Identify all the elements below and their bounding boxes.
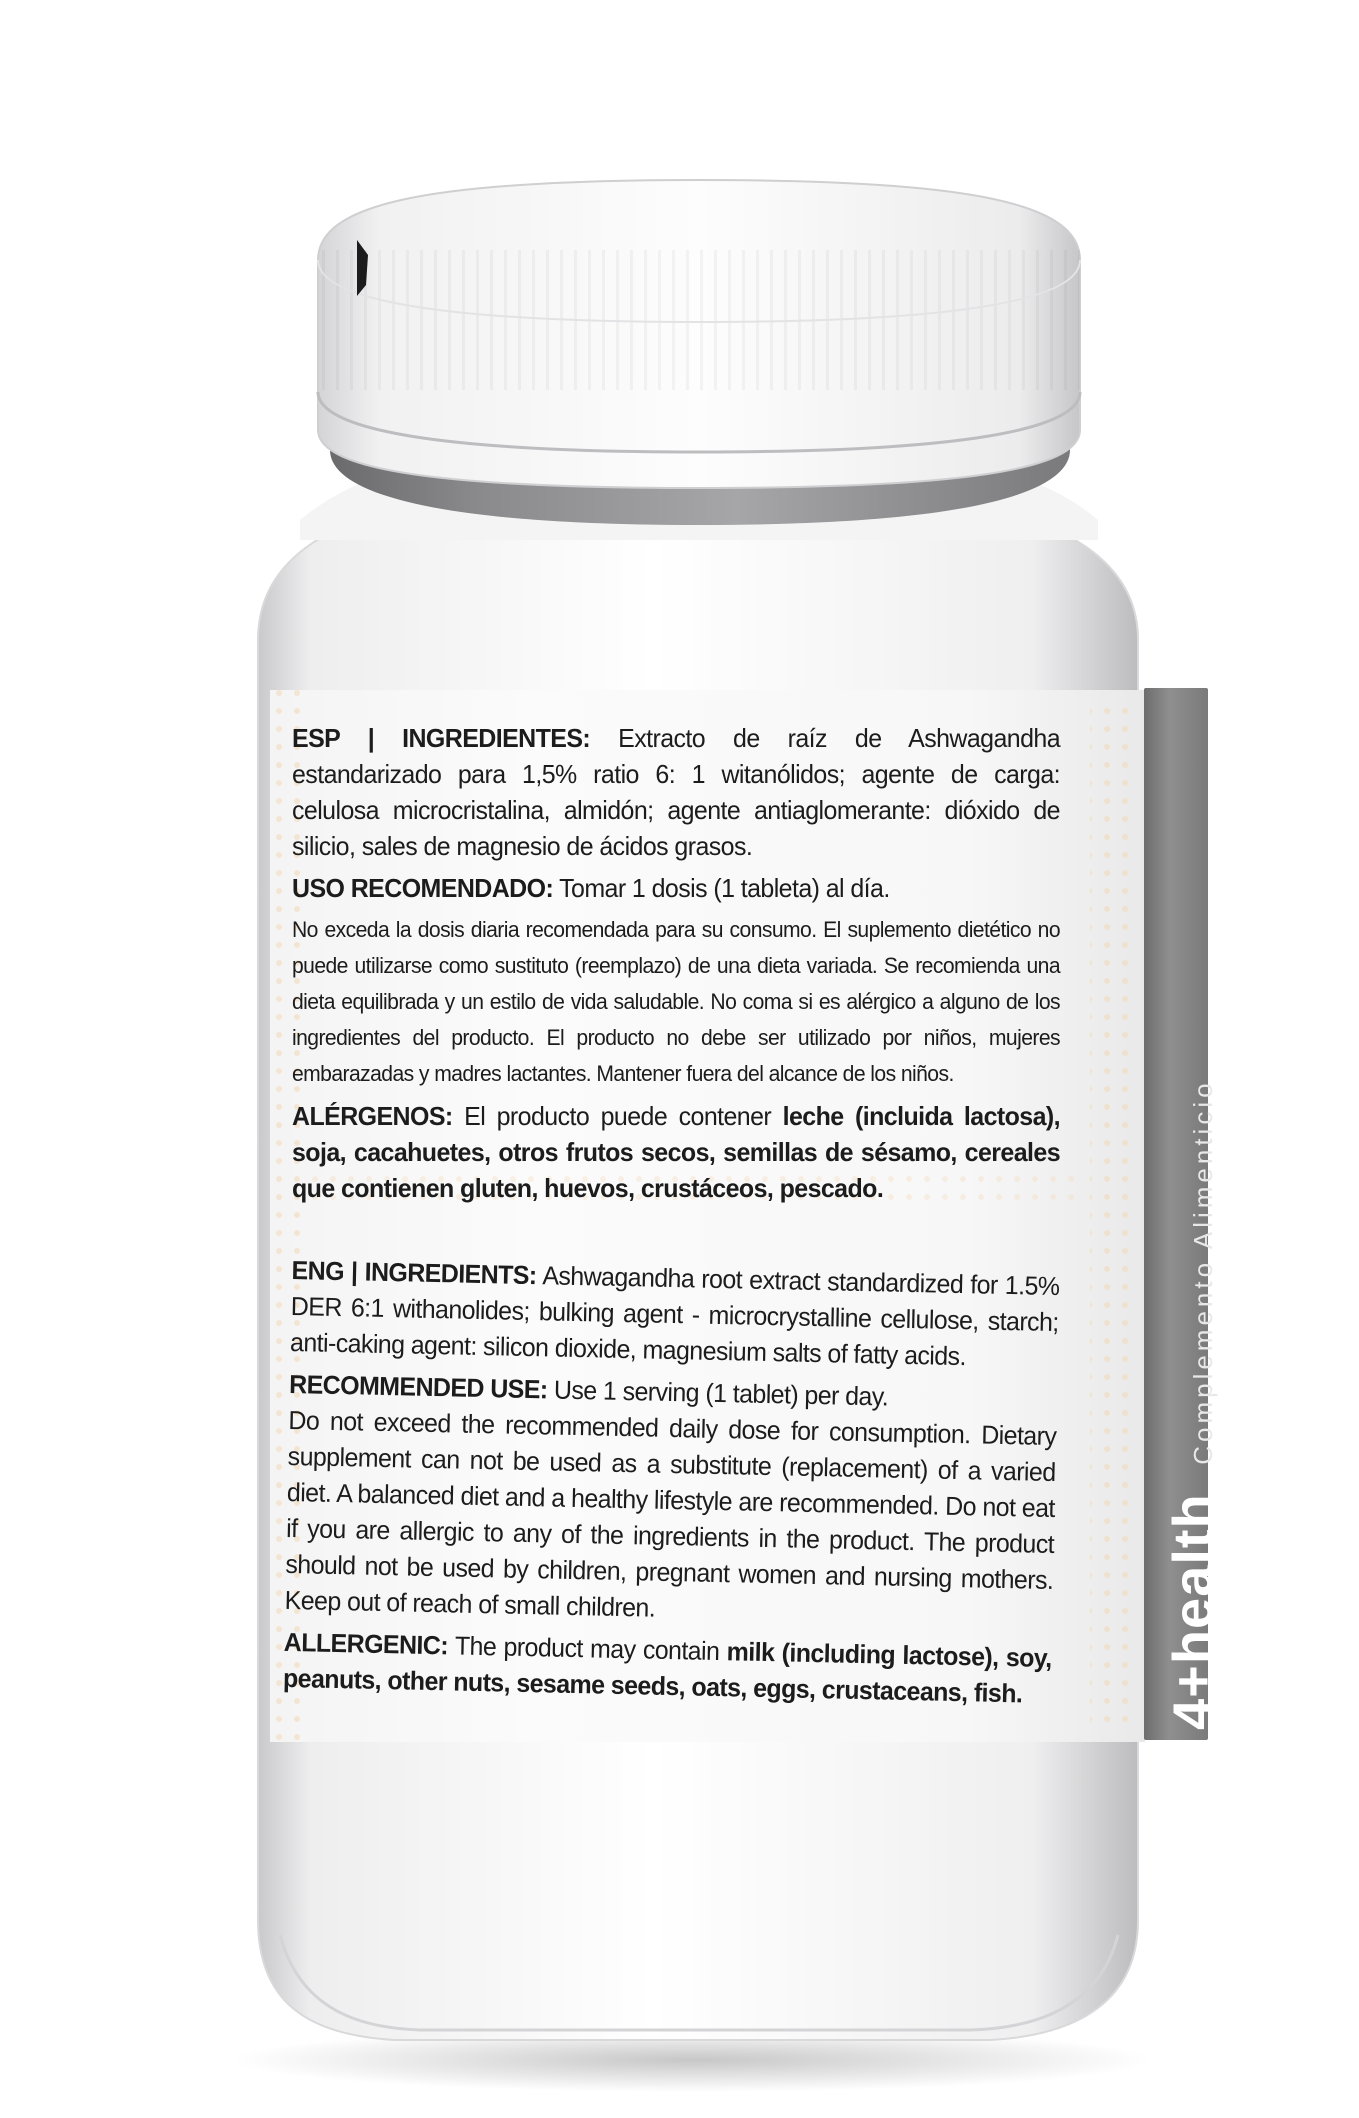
esp-ingredients-text: Extracto de raíz de Ashwagandha estandarizado para 1,5% ratio 6: 1 witanólidos; agente de carga: celulosa microcristalina, almidón; agente antiaglomerante: dióxido de silicio, sales de magnesio de ácidos grasos. (292, 723, 1060, 861)
eng-usage-text: Use 1 serving (1 tablet) per day. (553, 1374, 889, 1412)
eng-ingredients (290, 1252, 1060, 1376)
esp-warning-text: No exceda la dosis diaria recomendada para su consumo. El suplemento dietético no puede utilizarse como sustituto (reemplazo) de una dieta variada. Se recomienda una dieta equilibrada y un estilo de vida saludable. No coma si es alérgico a alguno de los ingredientes del producto. El producto no debe ser utilizado por niños, mujeres embarazadas y madres lactantes. Mantener fuera del alcance de los niños. (292, 917, 1060, 1086)
eng-warning-text: Do not exceed the recommended daily dose for consumption. Dietary supplement can not be used as a substitute (replacement) of a varied diet. A balanced diet and a healthy lifestyle are recommended. Do not eat if you are allergic to any of the ingredients in the product. The product should not be used by children, pregnant women and nursing mothers. Keep out of reach of small children. (284, 1404, 1057, 1623)
label-english-section (283, 1252, 1060, 1712)
esp-allergen-intro: El producto puede contener (464, 1101, 772, 1131)
brand-name: 4+health (1161, 1493, 1224, 1730)
eng-ingredients-text: Ashwagandha root extract standardized for 1.5% DER 6:1 withanolides; bulking agent - microcrystalline cellulose, starch; anti-caking agent: silicon dioxide, magnesium salts of fatty acids. (289, 1260, 1060, 1372)
brand-vertical-text (1160, 700, 1225, 1730)
eng-allergen-intro: The product may contain (454, 1630, 720, 1667)
esp-usage-heading: USO RECOMENDADO: (292, 873, 554, 903)
brand-tagline: Complemento Alimenticio (1188, 1079, 1218, 1465)
esp-allergen-list: leche (incluida lactosa), soja, cacahuetes, otros frutos secos, semillas de sésamo, cereales que contienen gluten, huevos, crustáceos, pescado. (292, 1101, 1061, 1203)
eng-usage-heading: RECOMMENDED USE: (288, 1368, 548, 1405)
esp-ingredients-heading: ESP | INGREDIENTES: (292, 723, 591, 753)
eng-ingredients-heading: ENG | INGREDIENTS: (291, 1254, 537, 1291)
esp-allergens (292, 1098, 1060, 1206)
label-spanish-section (292, 720, 1060, 1206)
eng-allergen-heading: ALLERGENIC: (283, 1626, 449, 1661)
esp-usage-text: Tomar 1 dosis (1 tableta) al día. (559, 873, 890, 903)
bottle-cap (318, 180, 1080, 488)
esp-allergen-heading: ALÉRGENOS: (292, 1101, 453, 1131)
eng-allergen-list: milk (including lactose), soy, peanuts, other nuts, sesame seeds, oats, eggs, crustaceans, fish. (282, 1636, 1052, 1709)
esp-ingredients (292, 720, 1060, 864)
esp-usage (292, 870, 1060, 906)
